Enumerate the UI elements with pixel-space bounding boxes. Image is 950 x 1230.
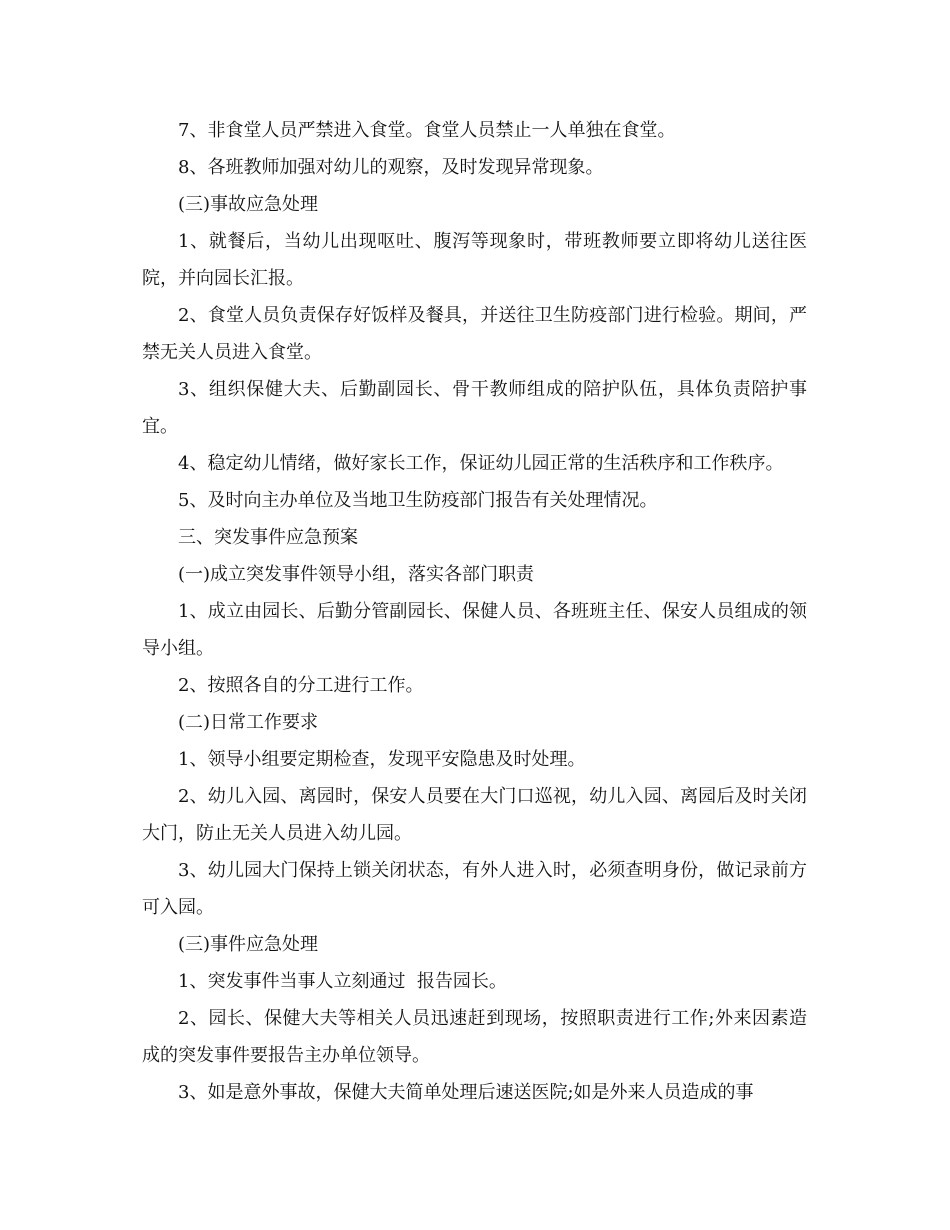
paragraph-accident-5: 5、及时向主办单位及当地卫生防疫部门报告有关处理情况。 <box>178 490 658 511</box>
paragraph-daily-3: 3、幼儿园大门保持上锁关闭状态，有外人进入时，必须查明身份，做记录前方可入园。 <box>142 860 807 918</box>
paragraph-accident-3: 3、组织保健大夫、后勤副园长、骨干教师组成的陪护队伍，具体负责陪护事宜。 <box>142 379 807 437</box>
paragraph-leadership-1: 1、成立由园长、后勤分管副园长、保健人员、各班班主任、保安人员组成的领导小组。 <box>142 601 807 659</box>
paragraph-daily-1: 1、领导小组要定期检查，发现平安隐患及时处理。 <box>178 749 586 770</box>
paragraph-accident-1: 1、就餐后，当幼儿出现呕吐、腹泻等现象时，带班教师要立即将幼儿送往医院，并向园长汇报。 <box>142 231 807 289</box>
paragraph-item-7-canteen-access: 7、非食堂人员严禁进入食堂。食堂人员禁止一人单独在食堂。 <box>178 120 676 141</box>
section-heading-event-handling: (三)事件应急处理 <box>178 934 319 955</box>
section-heading-accident-handling: (三)事故应急处理 <box>178 194 319 215</box>
paragraph-leadership-2: 2、按照各自的分工进行工作。 <box>178 675 424 696</box>
paragraph-accident-2: 2、食堂人员负责保存好饭样及餐具，并送往卫生防疫部门进行检验。期间，严禁无关人员进入食堂。 <box>142 305 807 363</box>
paragraph-daily-2: 2、幼儿入园、离园时，保安人员要在大门口巡视，幼儿入园、离园后及时关闭大门，防止无关人员进入幼儿园。 <box>142 786 807 844</box>
paragraph-event-1: 1、突发事件当事人立刻通过 报告园长。 <box>178 971 507 992</box>
chapter-heading-emergency-plan: 三、突发事件应急预案 <box>178 527 358 548</box>
section-heading-leadership-group: (一)成立突发事件领导小组，落实各部门职责 <box>178 564 535 585</box>
paragraph-accident-4: 4、稳定幼儿情绪，做好家长工作，保证幼儿园正常的生活秩序和工作秩序。 <box>178 453 784 474</box>
paragraph-event-2: 2、园长、保健大夫等相关人员迅速赶到现场，按照职责进行工作;外来因素造成的突发事件要报告主办单位领导。 <box>142 1008 807 1066</box>
document-body <box>142 112 807 1111</box>
paragraph-event-3: 3、如是意外事故，保健大夫简单处理后速送医院;如是外来人员造成的事 <box>178 1082 754 1103</box>
paragraph-item-8-observation: 8、各班教师加强对幼儿的观察，及时发现异常现象。 <box>178 157 604 178</box>
section-heading-daily-requirements: (二)日常工作要求 <box>178 712 319 733</box>
